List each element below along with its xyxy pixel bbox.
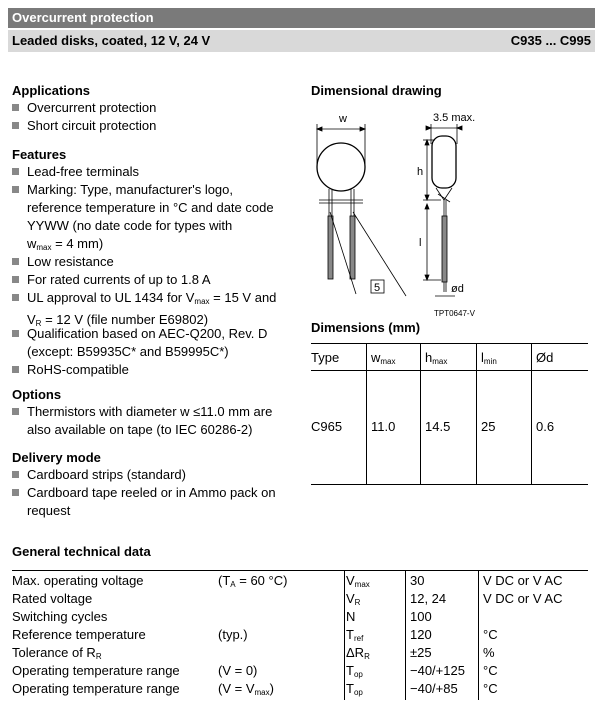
bullet-icon [12,276,19,283]
bullet-icon [12,186,19,193]
bullet-icon [12,330,19,337]
applications-item: Overcurrent protection [12,99,302,117]
applications-heading: Applications [12,83,91,98]
col-w: $w_{max}$ [371,350,396,366]
options-heading: Options [12,387,62,402]
product-subtitle: Leaded disks, coated, 12 V, 24 V [12,33,211,48]
divider [344,570,345,700]
features-item: RoHS-compatible [12,361,302,379]
general-data-heading: General technical data [12,544,151,559]
divider [366,343,367,484]
features-item: Qualification based on AEC-Q200, Rev. D (except: B59935C* and B59995C*) [12,325,302,361]
divider [311,343,588,344]
drawing-ref: TPT0647-V [434,309,475,318]
dimensional-drawing-heading: Dimensional drawing [311,83,442,98]
features-item: Low resistance [12,253,302,271]
bullet-icon [12,408,19,415]
page-title: Overcurrent protection [12,10,154,25]
bullet-icon [12,471,19,478]
delivery-item: Cardboard tape reeled or in Ammo pack on request [12,484,302,520]
bullet-icon [12,366,19,373]
label-d: ød [451,283,464,295]
delivery-item: Cardboard strips (standard) [12,466,302,484]
col-d: Ød [536,350,554,365]
divider [420,343,421,484]
options-item: Thermistors with diameter w ≤11.0 mm are also available on tape (to IEC 60286-2) [12,403,302,439]
features-item: Marking: Type, manufacturer's logo, reference temperature in °C and date code YYWW (no date code for types with $w_{max} = 4$ mm) [12,181,302,257]
divider [311,370,588,371]
bullet-icon [12,168,19,175]
bullet-icon [12,489,19,496]
divider [531,343,532,484]
label-l: l [419,237,422,249]
label-spacing: 5 [374,282,381,294]
divider [476,343,477,484]
col-l: $l_{min}$ [481,350,497,366]
label-h: h [417,166,424,178]
features-item: UL approval to UL 1434 for $V_{max} = 15$ V and $V_R = 12$ V (file number E69802) [12,289,302,333]
bullet-icon [12,258,19,265]
features-item: For rated currents of up to 1.8 A [12,271,302,289]
divider [478,570,479,700]
bullet-icon [12,122,19,129]
divider [405,570,406,700]
divider [12,570,588,571]
label-max: 3.5 max. [433,112,476,124]
product-range: C935 ... C995 [510,33,591,48]
applications-item: Short circuit protection [12,117,302,135]
features-item: Lead-free terminals [12,163,302,181]
bullet-icon [12,294,19,301]
col-type: Type [311,350,340,365]
col-h: $h_{max}$ [425,350,448,366]
dimensions-heading: Dimensions (mm) [311,320,421,335]
page-title-bar [8,8,595,28]
delivery-heading: Delivery mode [12,450,101,465]
label-w: w [339,113,347,125]
features-heading: Features [12,147,67,162]
dimensional-drawing [311,104,491,320]
divider [311,484,588,485]
subtitle-bar [8,30,595,52]
bullet-icon [12,104,19,111]
